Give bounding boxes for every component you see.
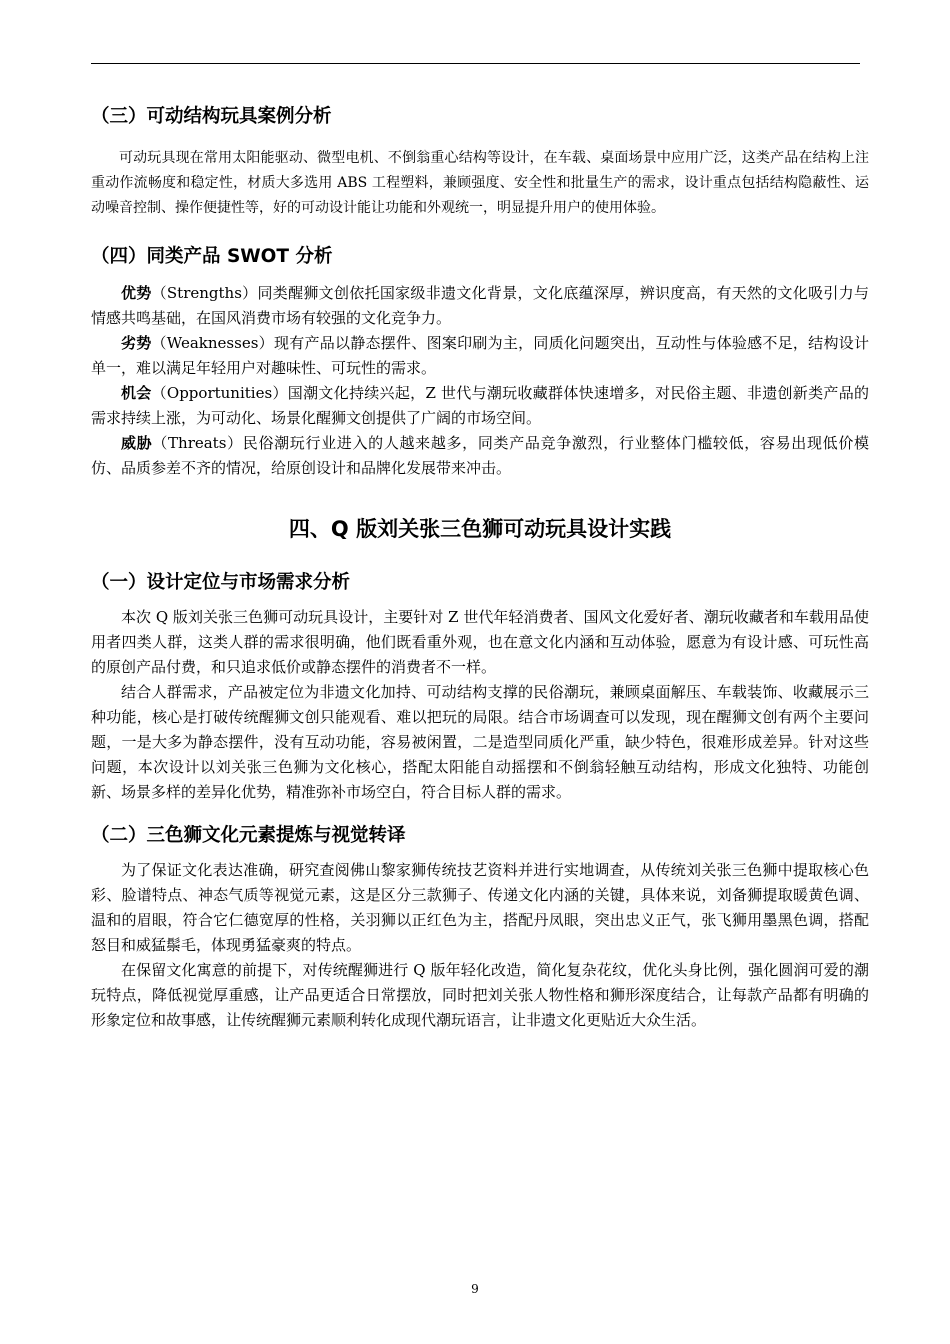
swot-opportunities — [91, 381, 869, 431]
subsection-heading-2: （二）三色狮文化元素提炼与视觉转译 — [91, 825, 406, 846]
section-heading-4: （四）同类产品 SWOT 分析 — [91, 246, 333, 267]
chapter-title: 四、Q 版刘关张三色狮可动玩具设计实践 — [288, 517, 672, 541]
swot-term: （Strengths） — [151, 284, 258, 302]
swot-threats — [91, 431, 869, 481]
swot-text: 现有产品以静态摆件、图案印刷为主，同质化问题突出，互动性与体验感不足，结构设计单一，难以满足年轻用户对趣味性、可玩性的需求。 — [91, 334, 869, 377]
swot-term: （Opportunities） — [151, 384, 288, 402]
swot-lead: 优势 — [121, 284, 152, 302]
subsection-1-paragraph-2: 结合人群需求，产品被定位为非遗文化加持、可动结构支撑的民俗潮玩，兼顾桌面解压、车载装饰、收藏展示三种功能，核心是打破传统醒狮文创只能观看、难以把玩的局限。结合市场调查可以发现，现在醒狮文创有两个主要问题，一是大多为静态摆件，没有互动功能，容易被闲置，二是造型同质化严重，缺少特色，很难形成差异。针对这些问题，本次设计以刘关张三色狮为文化核心，搭配太阳能自动摇摆和不倒翁轻触互动结构，形成文化独特、功能创新、场景多样的差异化优势，精准弥补市场空白，符合目标人群的需求。 — [91, 683, 869, 801]
swot-term: （Weaknesses） — [151, 334, 274, 352]
swot-text: 国潮文化持续兴起，Z 世代与潮玩收藏群体快速增多，对民俗主题、非遗创新类产品的需求持续上涨，为可动化、场景化醒狮文创提供了广阔的市场空间。 — [91, 384, 869, 427]
swot-list — [91, 281, 869, 481]
swot-strengths — [91, 281, 869, 331]
subsection-2-paragraph-2: 在保留文化寓意的前提下，对传统醒狮进行 Q 版年轻化改造，简化复杂花纹，优化头身比例，强化圆润可爱的潮玩特点，降低视觉厚重感，让产品更适合日常摆放，同时把刘关张人物性格和狮形深度结合，让每款产品都有明确的形象定位和故事感，让传统醒狮元素顺利转化成现代潮玩语言，让非遗文化更贴近大众生活。 — [91, 961, 869, 1029]
swot-lead: 威胁 — [121, 434, 153, 452]
swot-lead: 劣势 — [121, 334, 152, 352]
page-number: 9 — [471, 1282, 479, 1296]
swot-weaknesses — [91, 331, 869, 381]
section-heading-3: （三）可动结构玩具案例分析 — [91, 106, 332, 127]
subsection-1-paragraph-1: 本次 Q 版刘关张三色狮可动玩具设计，主要针对 Z 世代年轻消费者、国风文化爱好者、潮玩收藏者和车载用品使用者四类人群，这类人群的需求很明确，他们既看重外观，也在意文化内涵和互动体验，愿意为有设计感、可玩性高的原创产品付费，和只追求低价或静态摆件的消费者不一样。 — [91, 608, 869, 676]
subsection-heading-1: （一）设计定位与市场需求分析 — [91, 572, 351, 593]
swot-term: （Threats） — [152, 434, 243, 452]
subsection-2-paragraph-1: 为了保证文化表达准确，研究查阅佛山黎家狮传统技艺资料并进行实地调查，从传统刘关张三色狮中提取核心色彩、脸谱特点、神态气质等视觉元素，这是区分三款狮子、传递文化内涵的关键，具体来说，刘备狮提取暖黄色调、温和的眉眼，符合它仁德宽厚的性格，关羽狮以正红色为主，搭配丹凤眼，突出忠义正气，张飞狮用墨黑色调，搭配怒目和威猛鬃毛，体现勇猛豪爽的特点。 — [91, 861, 869, 954]
document-body — [91, 100, 869, 1033]
swot-lead: 机会 — [121, 384, 152, 402]
header-rule — [91, 63, 860, 64]
section-3-paragraph: 可动玩具现在常用太阳能驱动、微型电机、不倒翁重心结构等设计，在车载、桌面场景中应用广泛，这类产品在结构上注重动作流畅度和稳定性，材质大多选用 ABS 工程塑料，兼顾强度、安全性和批量生产的需求，设计重点包括结构隐蔽性、运动噪音控制、操作便捷性等，好的可动设计能让功能和外观统一，明显提升用户的使用体验。 — [91, 150, 869, 216]
swot-text: 同类醒狮文创依托国家级非遗文化背景，文化底蕴深厚，辨识度高，有天然的文化吸引力与情感共鸣基础，在国风消费市场有较强的文化竞争力。 — [91, 284, 869, 327]
swot-text: 民俗潮玩行业进入的人越来越多，同类产品竞争激烈，行业整体门槛较低，容易出现低价模仿、品质参差不齐的情况，给原创设计和品牌化发展带来冲击。 — [91, 434, 869, 477]
